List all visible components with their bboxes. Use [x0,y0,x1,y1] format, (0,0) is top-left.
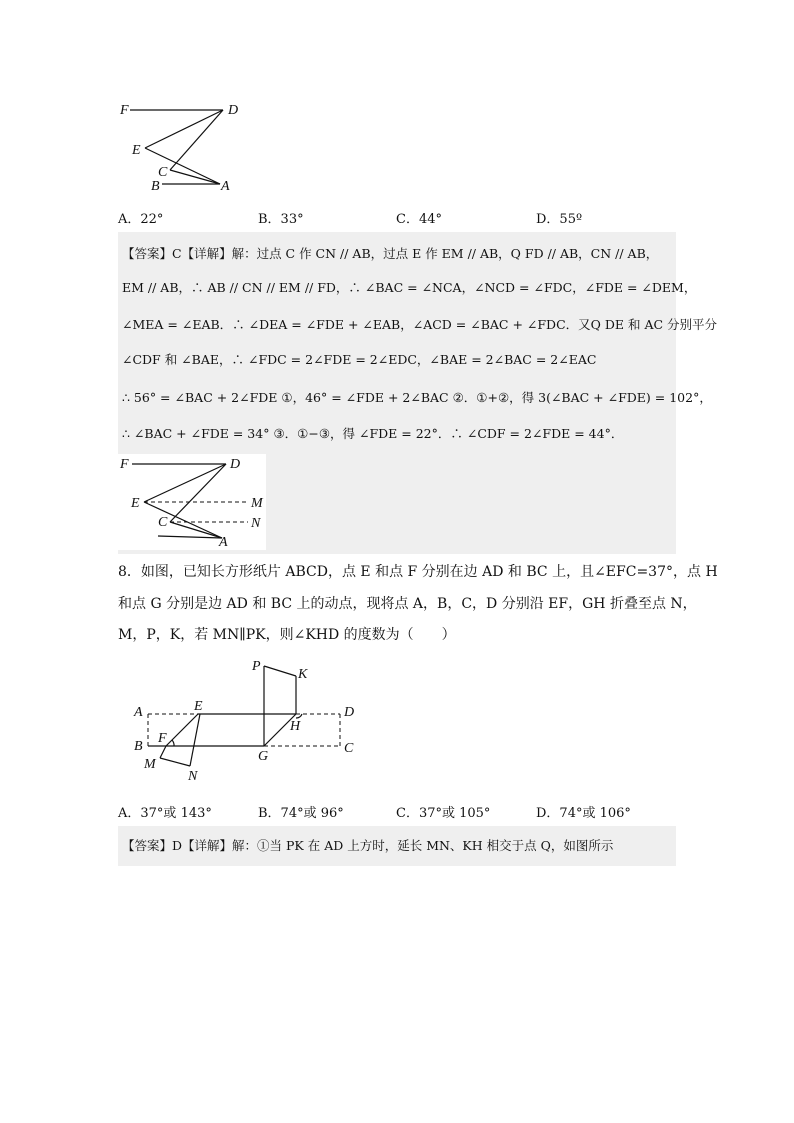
q8-label-P: P [252,659,261,674]
q7-answer-label-E: E [131,496,140,511]
q8-label-B: B [134,739,143,754]
q7-label-C: C [158,165,168,180]
q7-label-B: B [151,179,160,194]
q7-answer-line-6: ∴ ∠BAC + ∠FDE = 34° ③．①−③，得 ∠FDE = 22°．∴ ∠CDF = 2∠FDE = 44°． [122,426,624,441]
q7-label-A: A [221,179,230,194]
q8-label-N: N [188,769,198,784]
q7-answer-label-F: F [120,457,129,472]
q8-figure [128,656,368,786]
q8-question-line-3: M，P，K，若 MN∥PK，则∠KHD 的度数为（ ） [118,627,456,643]
q8-answer-box [118,826,676,866]
q7-answer-label-A: A [219,535,228,550]
q8-question-line-2: 和点 G 分别是边 AD 和 BC 上的动点，现将点 A，B，C，D 分别沿 EF，GH 折叠至点 N， [118,596,697,612]
q7-answer-line-1: 【答案】C【详解】解：过点 C 作 CN // AB，过点 E 作 EM // AB，Q FD // AB，CN // AB， [122,246,659,261]
q8-question-line-1: 8．如图，已知长方形纸片 ABCD，点 E 和点 F 分别在边 AD 和 BC 上，且∠EFC=37°，点 H [118,564,718,580]
q8-label-G: G [258,749,269,764]
q7-answer-line-3: ∠MEA = ∠EAB．∴ ∠DEA = ∠FDE + ∠EAB，∠ACD = ∠BAC + ∠FDC．又Q DE 和 AC 分别平分 [122,317,718,332]
q7-figure [118,98,268,198]
q8-label-F: F [158,731,167,746]
q8-label-H: H [290,719,301,734]
q7-option-b: B．33° [258,212,304,227]
q8-label-C: C [344,741,354,756]
q7-answer-line-5: ∴ 56° = ∠BAC + 2∠FDE ①，46° = ∠FDE + 2∠BAC ②．①+②，得 3(∠BAC + ∠FDE) = 102°， [122,390,712,405]
q7-option-d: D．55º [536,212,583,227]
q7-answer-line-2: EM // AB，∴ AB // CN // EM // FD，∴ ∠BAC = ∠NCA，∠NCD = ∠FDC，∠FDE = ∠DEM， [122,280,697,295]
q8-option-a: A．37°或 143° [118,806,212,821]
q7-option-c: C．44° [396,212,442,227]
q8-label-A: A [134,705,143,720]
q8-label-E: E [194,699,203,714]
q8-option-c: C．37°或 105° [396,806,491,821]
q7-answer-label-N: N [251,516,261,531]
q7-answer-label-D: D [230,457,241,472]
q7-label-D: D [228,103,239,118]
q7-answer-label-C: C [158,515,168,530]
q7-label-F: F [120,103,129,118]
q8-option-d: D．74°或 106° [536,806,631,821]
q8-label-K: K [298,667,308,682]
q8-label-D: D [344,705,355,720]
q7-answer-line-4: ∠CDF 和 ∠BAE，∴ ∠FDC = 2∠FDE = 2∠EDC，∠BAE = 2∠BAC = 2∠EAC [122,352,597,367]
q7-option-a: A．22° [118,212,164,227]
q7-answer-label-M: M [251,496,263,511]
q7-answer-figure [118,454,266,550]
q8-label-M: M [144,757,156,772]
q7-answer-box [118,232,718,554]
q8-option-b: B．74°或 96° [258,806,344,821]
q7-label-E: E [132,143,141,158]
q8-answer-line: 【答案】D【详解】解：①当 PK 在 AD 上方时，延长 MN、KH 相交于点 Q，如图所示 [122,838,614,853]
